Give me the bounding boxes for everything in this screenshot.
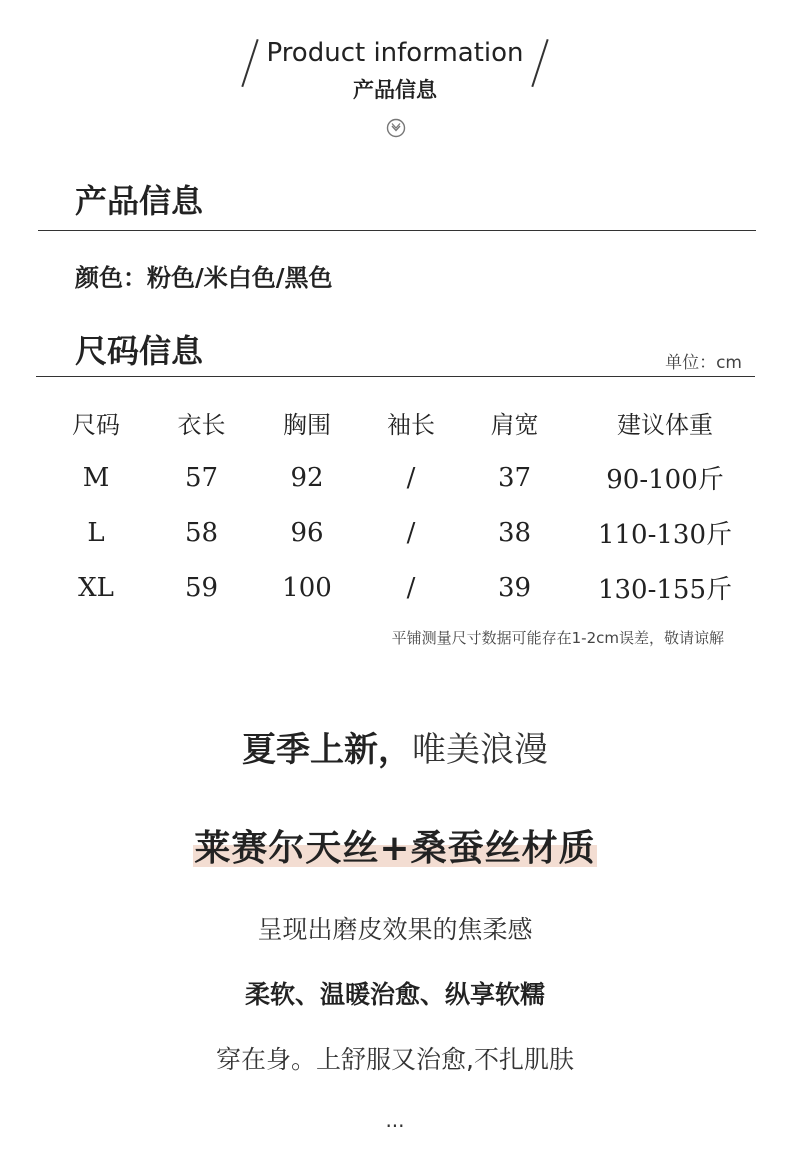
- table-cell: 58: [184, 517, 219, 548]
- table-cell: 130-155斤: [597, 575, 733, 605]
- size-info-divider: [36, 376, 755, 377]
- table-row: [38, 560, 758, 615]
- color-options-text: 颜色：粉色/米白色/黑色: [75, 263, 333, 292]
- column-header: 袖长: [387, 410, 435, 439]
- table-cell: 110-130斤: [597, 520, 733, 550]
- header-title-en: Product information: [266, 38, 524, 68]
- column-header: 胸围: [283, 410, 331, 439]
- product-info-divider: [38, 230, 756, 231]
- column-header: 肩宽: [490, 410, 539, 439]
- table-cell: XL: [78, 572, 114, 603]
- table-cell: L: [87, 517, 105, 548]
- unit-label: 单位：cm: [665, 353, 742, 373]
- promo-headline-bold: 夏季上新，: [242, 730, 412, 770]
- table-cell: /: [406, 462, 416, 493]
- table-cell: 37: [497, 462, 532, 493]
- table-header-row: [38, 394, 758, 450]
- column-header: 衣长: [177, 410, 226, 439]
- table-cell: 57: [184, 462, 219, 493]
- size-info-title: 尺码信息: [75, 332, 204, 370]
- promo-headline-rest: 唯美浪漫: [412, 730, 548, 770]
- table-row: [38, 450, 758, 505]
- column-header: 建议体重: [617, 410, 713, 439]
- table-cell: 90-100斤: [606, 465, 724, 495]
- header-title-cn: 产品信息: [353, 78, 437, 102]
- column-header: 尺码: [72, 410, 120, 439]
- table-cell: 59: [184, 572, 219, 603]
- promo-line-1: 呈现出磨皮效果的焦柔感: [257, 915, 533, 944]
- size-table: [38, 394, 758, 615]
- measurement-note: 平铺测量尺寸数据可能存在1-2cm误差，敬请谅解: [391, 629, 724, 647]
- table-cell: /: [406, 572, 416, 603]
- table-cell: 38: [497, 517, 532, 548]
- chevron-down-circle-icon: [386, 118, 406, 138]
- promo-line-3: 穿在身。上舒服又治愈,不扎肌肤: [216, 1045, 574, 1074]
- promo-ellipsis: ...: [385, 1108, 405, 1132]
- product-info-title: 产品信息: [75, 182, 204, 220]
- table-cell: /: [406, 517, 416, 548]
- table-row: [38, 505, 758, 560]
- table-cell: 39: [497, 572, 532, 603]
- promo-headline: [0, 722, 790, 771]
- promo-line-2: 柔软、温暖治愈、纵享软糯: [244, 980, 545, 1009]
- table-cell: M: [82, 462, 110, 493]
- table-cell: 96: [290, 517, 324, 548]
- table-cell: 92: [290, 462, 324, 493]
- table-cell: 100: [282, 572, 332, 603]
- material-title: 莱赛尔天丝+桑蚕丝材质: [194, 828, 596, 869]
